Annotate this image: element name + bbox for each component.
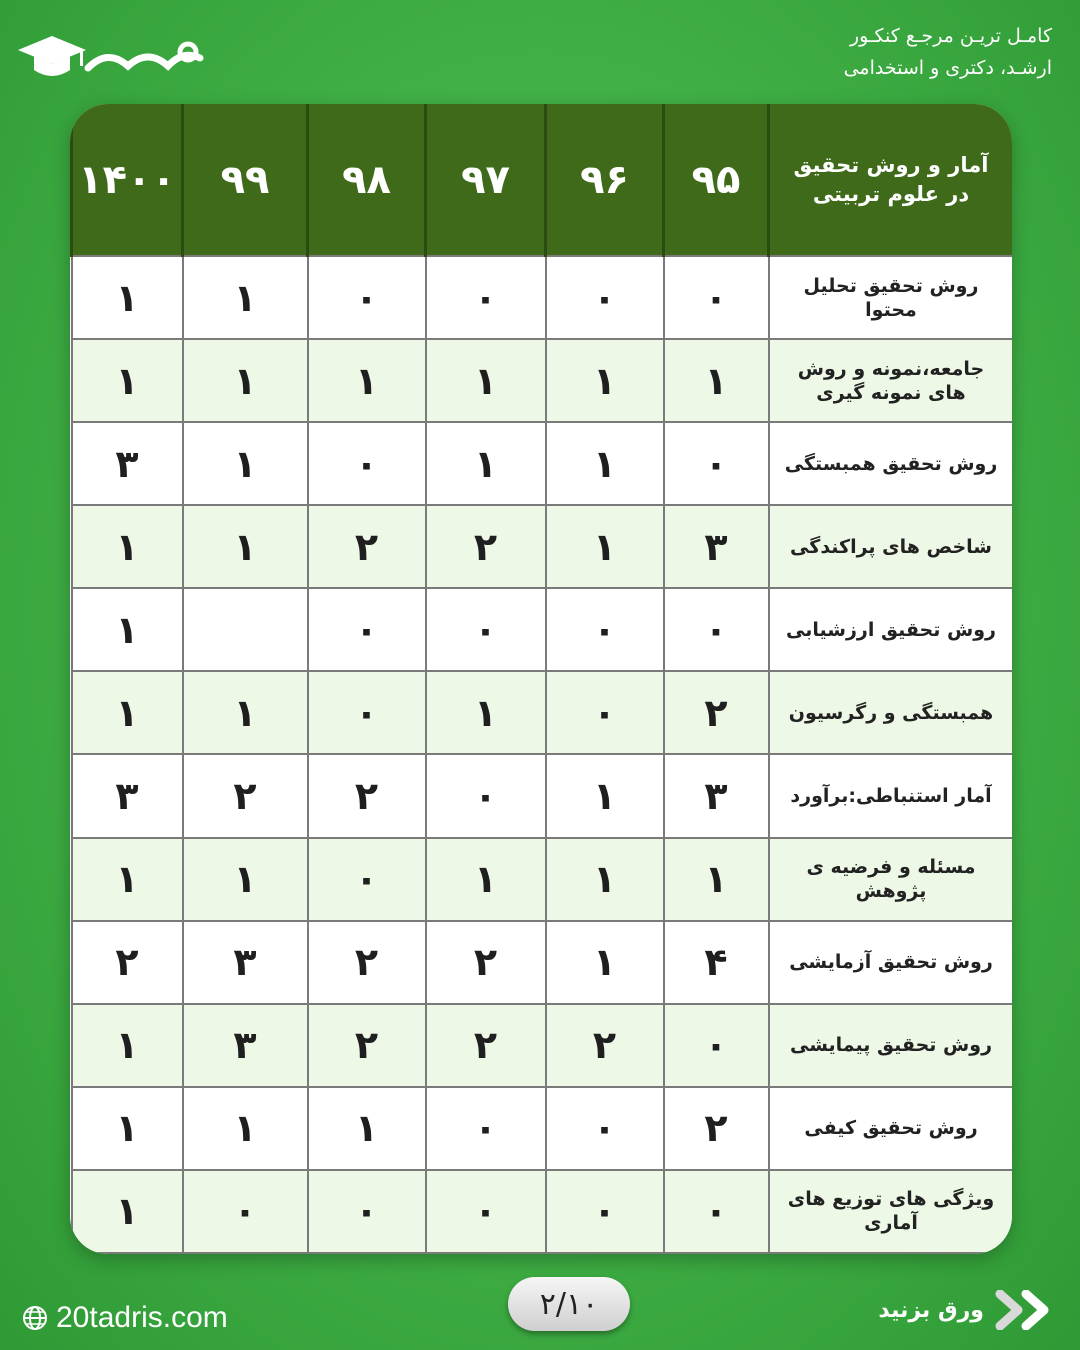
header-year: ۹۷ [426,104,546,256]
row-value: ۱ [546,838,664,921]
website-url: 20tadris.com [56,1301,228,1334]
row-topic: روش تحقیق تحلیل محتوا [769,256,1013,339]
table-row [72,256,1013,339]
table-row [72,754,1013,837]
results-table [70,104,1012,1254]
row-value: ۲ [664,671,769,754]
row-value: ۱ [546,921,664,1004]
row-value: ۲ [72,921,183,1004]
row-value: ۰ [664,422,769,505]
row-value: ۱ [72,838,183,921]
row-topic: روش تحقیق کیفی [769,1087,1013,1170]
row-value: ۱ [308,339,426,422]
results-table-card [70,104,1012,1254]
row-topic: روش تحقیق همبستگی [769,422,1013,505]
row-value: ۱ [308,1087,426,1170]
table-row [72,921,1013,1004]
row-value: ۲ [183,754,308,837]
row-value: ۰ [664,588,769,671]
row-value: ۰ [546,588,664,671]
tagline [722,20,1052,84]
row-value: ۲ [308,1004,426,1087]
row-value: ۲ [426,1004,546,1087]
table-row [72,588,1013,671]
row-value: ۲ [426,921,546,1004]
row-value: ۰ [546,671,664,754]
row-value: ۱ [183,256,308,339]
header-year: ۹۹ [183,104,308,256]
table-row [72,671,1013,754]
row-value: ۳ [72,422,183,505]
row-value: ۰ [308,422,426,505]
row-value: ۰ [426,1087,546,1170]
row-value: ۰ [426,754,546,837]
header-year: ۹۶ [546,104,664,256]
row-value: ۱ [72,671,183,754]
row-value: ۱ [546,422,664,505]
globe-icon [22,1305,48,1331]
row-value: ۰ [426,1170,546,1253]
website-link[interactable] [22,1300,228,1336]
row-topic: روش تحقیق آزمایشی [769,921,1013,1004]
double-chevron-right-icon [992,1290,1056,1330]
row-value: ۱ [183,422,308,505]
row-value: ۲ [426,505,546,588]
row-value: ۰ [183,1170,308,1253]
row-value: ۱ [426,339,546,422]
table-row [72,838,1013,921]
row-value: ۳ [72,754,183,837]
row-topic: روش تحقیق پیمایشی [769,1004,1013,1087]
row-value: ۱ [426,422,546,505]
row-value: ۱ [72,588,183,671]
table-row [72,505,1013,588]
row-value: ۲ [664,1087,769,1170]
row-value: ۰ [546,256,664,339]
row-value: ۱ [664,838,769,921]
row-topic: آمار استنباطی:برآورد [769,754,1013,837]
row-value: ۱ [183,505,308,588]
header-year: ۹۸ [308,104,426,256]
row-value: ۲ [308,921,426,1004]
row-value: ۱ [183,1087,308,1170]
row-value: ۱ [426,671,546,754]
row-value: ۰ [664,256,769,339]
row-value: ۱ [183,838,308,921]
row-value: ۱ [72,505,183,588]
row-value: ۱ [546,339,664,422]
row-topic: همبستگی و رگرسیون [769,671,1013,754]
tagline-line-1: کامـل تریـن مرجـع کنکـور [849,25,1052,47]
row-topic: ویژگی های توزیع های آماری [769,1170,1013,1253]
row-value: ۰ [308,838,426,921]
row-value: ۰ [664,1004,769,1087]
row-topic: روش تحقیق ارزشیابی [769,588,1013,671]
table-row [72,339,1013,422]
row-value: ۱ [546,754,664,837]
swipe-hint[interactable] [878,1290,1056,1330]
row-value: ۱ [72,1004,183,1087]
row-value: ۰ [546,1087,664,1170]
header-topic: آمار و روش تحقیق در علوم تربیتی [769,104,1013,256]
row-value: ۴ [664,921,769,1004]
row-value: ۰ [546,1170,664,1253]
row-value: ۳ [183,921,308,1004]
tagline-line-2: ارشـد، دکتری و استخدامی [843,57,1052,79]
table-row [72,1004,1013,1087]
row-value [183,588,308,671]
row-value: ۱ [183,339,308,422]
header-year: ۱۴۰۰ [72,104,183,256]
row-topic: شاخص های پراکندگی [769,505,1013,588]
header-year: ۹۵ [664,104,769,256]
row-value: ۲ [308,754,426,837]
row-value: ۱ [72,1087,183,1170]
table-row [72,1170,1013,1253]
row-value: ۱ [72,1170,183,1253]
row-value: ۰ [426,256,546,339]
row-value: ۰ [426,588,546,671]
row-topic: مسئله و فرضیه ی پژوهش [769,838,1013,921]
brand-logo [18,28,208,86]
row-value: ۳ [183,1004,308,1087]
row-value: ۰ [664,1170,769,1253]
row-value: ۱ [72,339,183,422]
table-row [72,1087,1013,1170]
swipe-label: ورق بزنید [878,1297,984,1323]
row-value: ۱ [546,505,664,588]
row-value: ۰ [308,1170,426,1253]
graduation-cap-icon [18,28,208,86]
row-value: ۰ [308,256,426,339]
row-value: ۲ [546,1004,664,1087]
page-indicator: ۲/۱۰ [508,1277,630,1331]
row-value: ۰ [308,671,426,754]
row-value: ۰ [308,588,426,671]
row-value: ۱ [183,671,308,754]
table-row [72,422,1013,505]
table-header-row [72,104,1013,256]
row-value: ۳ [664,505,769,588]
row-topic: جامعه،نمونه و روش های نمونه گیری [769,339,1013,422]
row-value: ۱ [72,256,183,339]
row-value: ۲ [308,505,426,588]
row-value: ۱ [664,339,769,422]
row-value: ۱ [426,838,546,921]
row-value: ۳ [664,754,769,837]
